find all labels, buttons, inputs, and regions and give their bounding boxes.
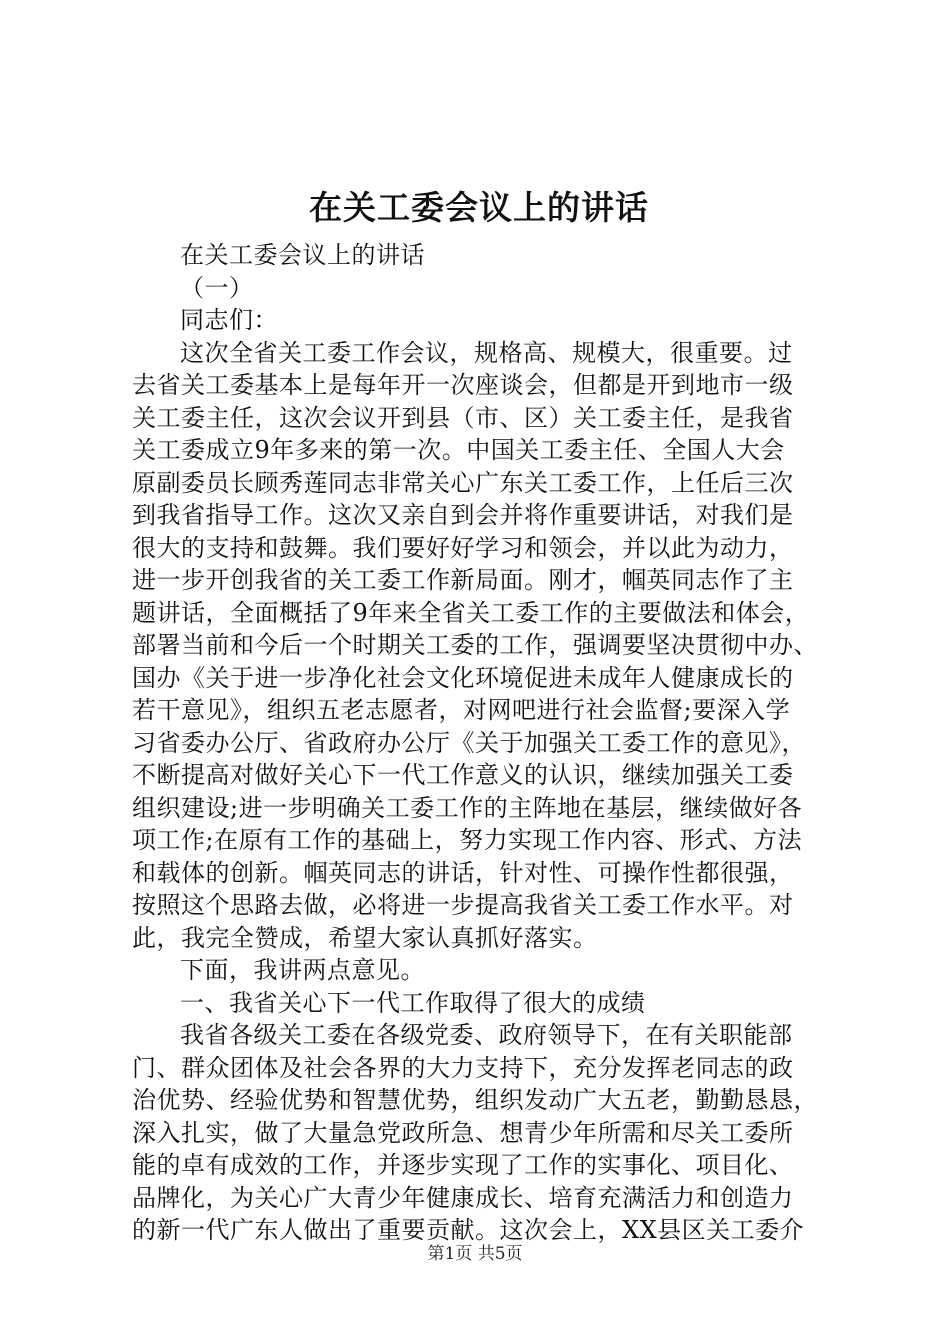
text-line: 门、群众团体及社会各界的大力支持下，充分发挥老同志的政 [132,1053,794,1082]
text-line: 国办《关于进一步净化社会文化环境促进未成年人健康成长的 [132,663,794,692]
text-line: 很大的支持和鼓舞。我们要好好学习和领会，并以此为动力， [132,533,794,562]
text-line: 的新一代广东人做出了重要贡献。这次会上，XX县区关工委介 [132,1216,805,1244]
text-line: 能的卓有成效的工作，并逐步实现了工作的实事化、项目化、 [132,1151,794,1179]
text-line: （一） [180,273,254,302]
text-line: 进一步开创我省的关工委工作新局面。刚才，帼英同志作了主 [132,566,794,594]
text-line: 不断提高对做好关心下一代工作意义的认识，继续加强关工委 [132,761,794,789]
text-line: 去省关工委基本上是每年开一次座谈会，但都是开到地市一级 [132,371,794,399]
text-line: 深入扎实，做了大量急党政所急、想青少年所需和尽关工委所 [132,1118,794,1147]
text-line: 习省委办公厅、省政府办公厅《关于加强关工委工作的意见》， [132,728,806,757]
text-line: 原副委员长顾秀莲同志非常关心广东关工委工作，上任后三次 [132,468,794,497]
text-line: 品牌化，为关心广大青少年健康成长、培育充满活力和创造力 [132,1183,794,1212]
text-line: 我省各级关工委在各级党委、政府领导下，在有关职能部 [180,1021,793,1049]
page-footer: 第1页 共5页 [427,1244,523,1264]
text-line: 题讲话，全面概括了9年来全省关工委工作的主要做法和体会， [132,598,810,627]
text-line: 部署当前和今后一个时期关工委的工作，强调要坚决贯彻中办、 [132,631,818,659]
text-line: 按照这个思路去做，必将进一步提高我省关工委工作水平。对 [132,891,794,919]
text-line: 关工委成立9年多来的第一次。中国关工委主任、全国人大会 [132,436,785,464]
text-line: 下面，我讲两点意见。 [180,956,425,984]
text-line: 此，我完全赞成，希望大家认真抓好落实。 [132,923,598,952]
text-line: 组织建设;进一步明确关工委工作的主阵地在基层，继续做好各 [132,793,803,822]
text-line: 这次全省关工委工作会议，规格高、规模大，很重要。过 [180,338,793,367]
text-line: 若干意见》，组织五老志愿者，对网吧进行社会监督;要深入学 [132,696,791,724]
text-line: 关工委主任，这次会议开到县（市、区）关工委主任，是我省 [132,403,794,432]
text-line: 项工作;在原有工作的基础上，努力实现工作内容、形式、方法 [132,826,803,854]
text-line: 和载体的创新。帼英同志的讲话，针对性、可操作性都很强， [132,858,794,887]
text-line: 同志们： [180,306,278,334]
text-line: 一、我省关心下一代工作取得了很大的成绩 [180,988,646,1017]
text-line: 治优势、经验优势和智慧优势，组织发动广大五老，勤勤恳恳， [132,1086,818,1114]
document-title: 在关工委会议上的讲话 [309,188,649,227]
document-body [132,239,832,1247]
text-line: 到我省指导工作。这次又亲自到会并将作重要讲话，对我们是 [132,501,794,529]
text-line: 在关工委会议上的讲话 [180,241,425,269]
